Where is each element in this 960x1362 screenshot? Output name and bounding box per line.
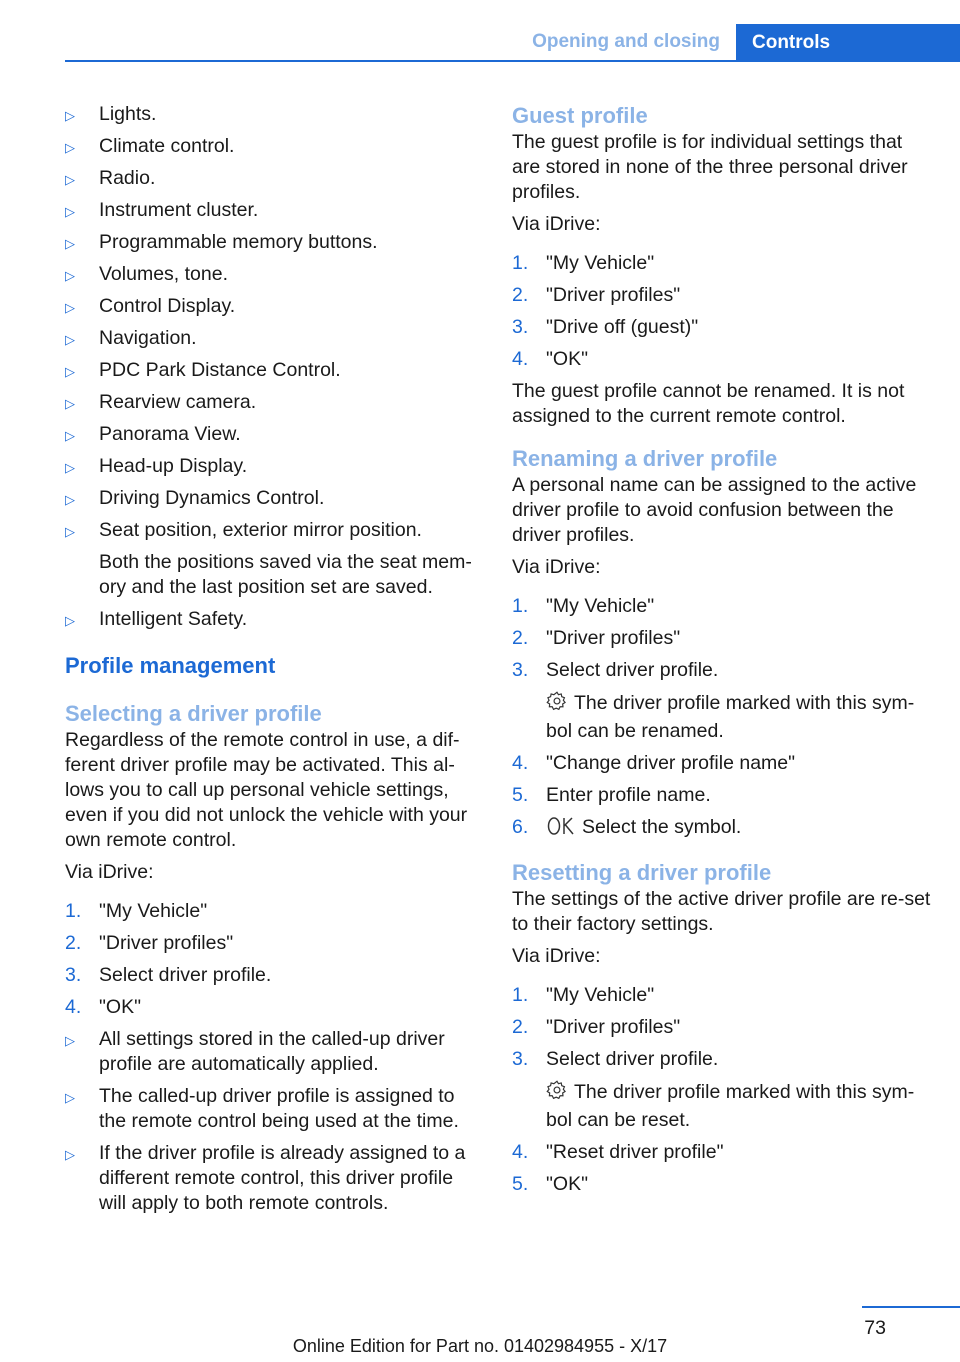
step-number: 2. (512, 1016, 529, 1038)
step-item (512, 1172, 932, 1197)
resetting-profile-heading: Resetting a driver profile (512, 860, 772, 885)
right-column (512, 102, 932, 1204)
note-text: The called-up driver profile is assigned to the remote control being used at the time. (99, 1085, 459, 1132)
step-text: "Driver profiles" (99, 932, 234, 954)
gear-icon (546, 1079, 568, 1108)
step-item (512, 783, 932, 808)
step-number: 2. (512, 284, 529, 306)
list-item-note: Both the positions saved via the seat mem-ory and the last position set are saved. (99, 551, 472, 598)
select-notes (65, 1027, 483, 1216)
bullet-triangle-icon: ▷ (65, 524, 75, 539)
list-item (65, 134, 483, 159)
step-item (65, 931, 483, 956)
step-note (546, 1079, 932, 1133)
list-item-text: Volumes, tone. (99, 263, 228, 285)
list-item (65, 262, 483, 287)
step-text: "My Vehicle" (546, 252, 655, 274)
list-item (65, 358, 483, 383)
guest-profile-body: The guest profile is for individual settings that are stored in none of the three personal driver profiles. (512, 131, 908, 203)
list-item (65, 102, 483, 127)
step-text: "Reset driver profile" (546, 1141, 724, 1163)
step-number: 4. (65, 996, 82, 1018)
bullet-triangle-icon: ▷ (65, 1090, 75, 1105)
list-item-text: Intelligent Safety. (99, 608, 248, 630)
step-text: Select driver profile. (546, 1048, 719, 1070)
footer-rule (862, 1306, 960, 1308)
list-item (65, 326, 483, 351)
step-number: 1. (512, 595, 529, 617)
bullet-triangle-icon: ▷ (65, 428, 75, 443)
bullet-triangle-icon: ▷ (65, 332, 75, 347)
step-item (512, 251, 932, 276)
step-item (512, 347, 932, 372)
via-idrive-label: Via iDrive: (65, 861, 154, 883)
list-item-text: Instrument cluster. (99, 199, 259, 221)
step-text: Select driver profile. (99, 964, 272, 986)
step-item (512, 1140, 932, 1165)
bullet-triangle-icon: ▷ (65, 236, 75, 251)
tab-controls[interactable]: Controls (736, 24, 960, 62)
list-item (65, 607, 483, 632)
bullet-triangle-icon: ▷ (65, 300, 75, 315)
selecting-profile-body: Regardless of the remote control in use, a dif-ferent driver profile may be activated. This al-lows you to call up personal vehicle settings, even if you did not unlock the vehicle with your own remote control. (65, 729, 468, 851)
step-note-text: The driver profile marked with this sym-bol can be renamed. (546, 692, 915, 742)
step-item (512, 983, 932, 1008)
step-number: 3. (512, 316, 529, 338)
edition-footer: Online Edition for Part no. 01402984955 - X/17 (292, 1336, 668, 1356)
step-item (512, 658, 932, 744)
list-item (65, 198, 483, 223)
list-item-text: Radio. (99, 167, 156, 189)
list-item-text: Control Display. (99, 295, 236, 317)
step-text: Select driver profile. (546, 659, 719, 681)
step-item (512, 1047, 932, 1133)
via-idrive-label: Via iDrive: (512, 213, 601, 235)
profile-management-heading: Profile management (65, 653, 276, 678)
selecting-profile-heading: Selecting a driver profile (65, 701, 322, 726)
step-number: 2. (65, 932, 82, 954)
bullet-triangle-icon: ▷ (65, 492, 75, 507)
ok-icon (546, 816, 576, 843)
bullet-triangle-icon: ▷ (65, 613, 75, 628)
step-text: "OK" (546, 348, 589, 370)
step-text: "Driver profiles" (546, 1016, 681, 1038)
list-item-text: Climate control. (99, 135, 235, 157)
list-item (65, 1141, 483, 1216)
step-item (512, 626, 932, 651)
guest-profile-heading: Guest profile (512, 103, 648, 128)
step-number: 1. (512, 984, 529, 1006)
renaming-profile-heading: Renaming a driver profile (512, 446, 778, 471)
page-number: 73 (864, 1317, 886, 1339)
bullet-triangle-icon: ▷ (65, 460, 75, 475)
settings-list (65, 102, 483, 632)
step-number: 6. (512, 816, 529, 838)
select-steps (65, 899, 483, 1020)
step-number: 5. (512, 1173, 529, 1195)
step-item (65, 899, 483, 924)
list-item (65, 422, 483, 447)
bullet-triangle-icon: ▷ (65, 1147, 75, 1162)
bullet-triangle-icon: ▷ (65, 268, 75, 283)
guest-steps (512, 251, 932, 372)
step-text: "Drive off (guest)" (546, 316, 699, 338)
bullet-triangle-icon: ▷ (65, 108, 75, 123)
header-tabs (0, 24, 960, 62)
list-item (65, 1027, 483, 1077)
list-item (65, 486, 483, 511)
note-text: If the driver profile is already assigned to a different remote control, this driver profile will apply to both remote controls. (99, 1142, 466, 1214)
list-item (65, 390, 483, 415)
header-rule (65, 60, 960, 62)
step-item (65, 995, 483, 1020)
list-item-text: Head-up Display. (99, 455, 248, 477)
guest-profile-note: The guest profile cannot be renamed. It is not assigned to the current remote control. (512, 380, 905, 427)
left-column (65, 102, 483, 1223)
via-idrive-label: Via iDrive: (512, 945, 601, 967)
list-item-text: Driving Dynamics Control. (99, 487, 325, 509)
renaming-profile-body: A personal name can be assigned to the active driver profile to avoid confusion between the driver profiles. (512, 474, 917, 546)
step-text: "Change driver profile name" (546, 752, 796, 774)
bullet-triangle-icon: ▷ (65, 204, 75, 219)
step-item (512, 751, 932, 776)
step-number: 4. (512, 752, 529, 774)
step-item (512, 1015, 932, 1040)
step-number: 3. (512, 659, 529, 681)
list-item (65, 518, 483, 600)
bullet-triangle-icon: ▷ (65, 172, 75, 187)
bullet-triangle-icon: ▷ (65, 364, 75, 379)
via-idrive-label: Via iDrive: (512, 556, 601, 578)
list-item-text: Programmable memory buttons. (99, 231, 378, 253)
rename-steps (512, 594, 932, 843)
bullet-triangle-icon: ▷ (65, 396, 75, 411)
step-number: 4. (512, 348, 529, 370)
step-item (512, 283, 932, 308)
list-item-text: Rearview camera. (99, 391, 257, 413)
list-item (65, 294, 483, 319)
list-item-text: Lights. (99, 103, 157, 125)
step-note-text: The driver profile marked with this sym-bol can be reset. (546, 1081, 915, 1131)
list-item-text: Seat position, exterior mirror position. (99, 519, 422, 541)
list-item (65, 1084, 483, 1134)
gear-icon (546, 690, 568, 719)
list-item (65, 166, 483, 191)
resetting-profile-body: The settings of the active driver profile are re-set to their factory settings. (512, 888, 931, 935)
list-item (65, 454, 483, 479)
step-number: 5. (512, 784, 529, 806)
step-text: "Driver profiles" (546, 627, 681, 649)
step-number: 1. (65, 900, 82, 922)
step-item (512, 594, 932, 619)
step-number: 3. (65, 964, 82, 986)
reset-steps (512, 983, 932, 1197)
step-text: "My Vehicle" (546, 984, 655, 1006)
step-item (65, 963, 483, 988)
step-number: 2. (512, 627, 529, 649)
list-item-text: Navigation. (99, 327, 197, 349)
step-item (512, 815, 932, 843)
step-text: "Driver profiles" (546, 284, 681, 306)
step-number: 4. (512, 1141, 529, 1163)
step-text: Select the symbol. (582, 816, 742, 838)
tab-opening-and-closing[interactable]: Opening and closing (532, 31, 720, 52)
step-note (546, 690, 932, 744)
note-text: All settings stored in the called-up driver profile are automatically applied. (99, 1028, 445, 1075)
list-item-text: Panorama View. (99, 423, 241, 445)
step-text: "OK" (546, 1173, 589, 1195)
step-item (512, 315, 932, 340)
bullet-triangle-icon: ▷ (65, 1033, 75, 1048)
step-number: 3. (512, 1048, 529, 1070)
step-number: 1. (512, 252, 529, 274)
list-item-text: PDC Park Distance Control. (99, 359, 341, 381)
step-text: "My Vehicle" (546, 595, 655, 617)
step-text: "OK" (99, 996, 142, 1018)
bullet-triangle-icon: ▷ (65, 140, 75, 155)
list-item (65, 230, 483, 255)
step-text: Enter profile name. (546, 784, 711, 806)
step-text: "My Vehicle" (99, 900, 208, 922)
